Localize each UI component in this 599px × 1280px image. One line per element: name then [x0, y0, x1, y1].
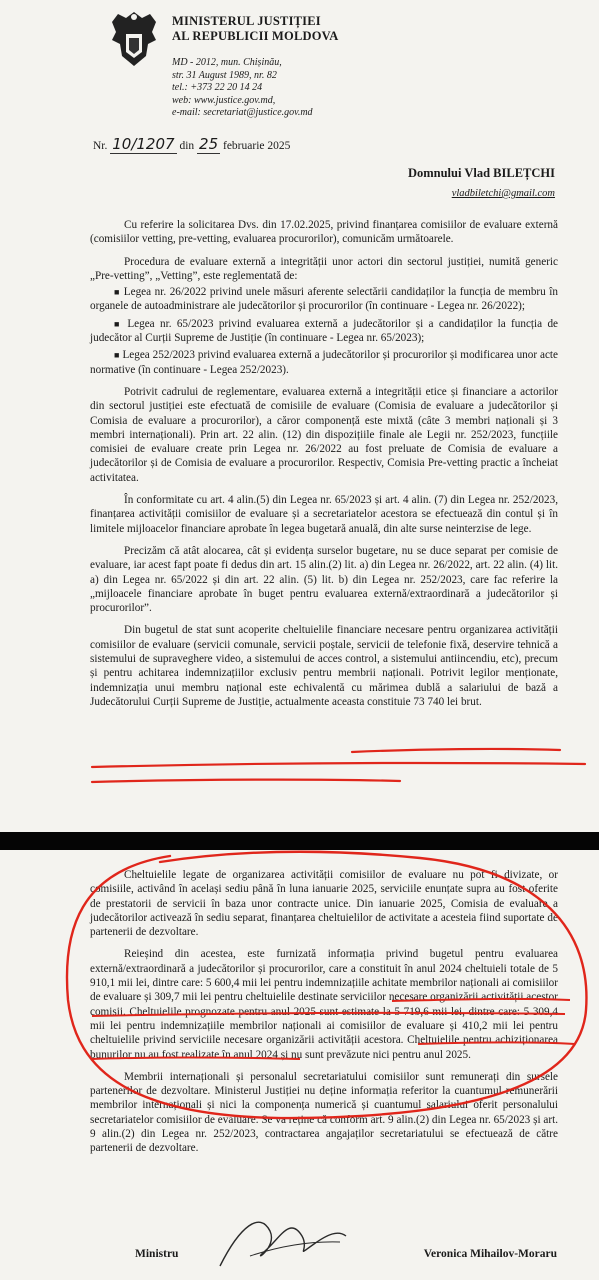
letter-page-2: [0, 850, 599, 1280]
reference-nr-value: 10/1207: [112, 135, 175, 153]
reference-number: Nr. 10/1207 din 25 februarie 2025: [93, 135, 291, 153]
paragraph: Membrii internaționali și personalul secretariatului comisiilor sunt remunerați din sursele partenerilor de dezvoltare. Ministerul Justiției nu deține informația referitor la cuantumul remunerării membrilor internaționali și nici la componența numerică și cuantumul salariului oferit personalului secretariatelor comisiilor de evaluare. Se va reține că conform art. 9 alin.(2) din Legea nr. 65/2023 și art. 9 alin.(2) din Legea nr. 252/2023, contractarea angajaților secretariatului se efectuează de către partenerii de dezvoltare.: [90, 1070, 558, 1155]
law-list: [90, 285, 558, 377]
paragraph: Potrivit cadrului de reglementare, evaluarea externă a integrității etice și financiare a actorilor din sectorul justiției este efectuată de comisiile de evaluare (Comisia de evaluare a judecătorilor și Comisia de evaluare a procurorilor), a căror componență este mixtă (câte 3 membri naționali și 3 membri internaționali). Prin art. 22 alin. (12) din dispozițiile finale ale Legii nr. 252/2023, funcțiile comisiei de evaluare create prin Legea nr. 26/2022 au fost preluate de Comisia de evaluare a judecătorilor și de Comisia de evaluare a procurorilor. Respectiv, Comisia Pre-vetting practic a încheiat activitatea.: [90, 385, 558, 484]
list-item: ■ Legea nr. 65/2023 privind evaluarea externă a judecătorilor și a candidaților la funcția de judecător al Curții Supreme de Justiție (în continuare - Legea nr. 65/2023);: [90, 317, 559, 345]
paragraph: Cu referire la solicitarea Dvs. din 17.02.2025, privind finanțarea comisiilor de evaluare externă (comisiilor vetting, pre-vetting, evaluarea procurorilor), comunicăm următoarele.: [90, 219, 558, 246]
letter-body-page-1: [90, 218, 558, 717]
ministry-name: MINISTERUL JUSTIȚIEI AL REPUBLICII MOLDOVA: [172, 14, 339, 43]
bullet-icon: ■: [114, 318, 122, 329]
ministry-address: MD - 2012, mun. Chișinău, str. 31 August 1989, nr. 82 tel.: +373 22 20 14 24 web: www.justice.gov.md, e-mail: secretariat@justice.gov.md: [172, 57, 313, 119]
paragraph: Procedura de evaluare externă a integrității unor actori din sectorul justiției, numită generic „Pre-vetting”, „Vetting”, este reglementată de:: [90, 255, 558, 282]
reference-day: 25: [199, 135, 219, 153]
list-item: ■ Legea nr. 26/2022 privind unele măsuri aferente selectării candidaților la funcția de membru în organele de autoadministrare ale judecătorilor și procurorilor (în continuare - Legea nr. 26/2022);: [90, 286, 559, 313]
handwritten-signature: [210, 1206, 350, 1276]
paragraph: Din bugetul de stat sunt acoperite cheltuielile financiare necesare pentru organizarea activității comisiilor de evaluare (servicii comunale, servicii poștale, servicii de telefonie fixă, deservire tehnică a sistemului de supraveghere video, a sistemului de acces control, a sistemului antiincendiu, etc), precum și pentru achitarea indemnizațiilor exclusiv pentru membrii naționali. Potrivit legilor menționate, indemnizația unui membru național este echivalentă cu mărimea dublă a salariului de bază a Judecătorului Curții Supreme de Justiție, actualmente aceasta constituie 73 740 lei brut.: [90, 624, 558, 708]
coat-of-arms-icon: [104, 8, 164, 70]
page-separator: [0, 832, 599, 850]
list-item: ■ Legea 252/2023 privind evaluarea externă a judecătorilor și procurorilor și modificarea unor acte normative (în continuare - Legea 252/2023).: [90, 349, 559, 376]
addressee-email: vladbiletchi@gmail.com: [451, 188, 555, 199]
paragraph: Reieșind din acestea, este furnizată informația privind bugetul pentru evaluarea externă/extraordinară a judecătorilor și procurorilor, care a constituit în anul 2024 cheltuieli totale de 5 910,1 mii lei, dintre care: 5 600,4 mii lei pentru indemnizațiile achitate membrilor naționali ai comisiilor de evaluare și 309,7 mii lei pentru cheltuielile destinate serviciilor necesare organizării activității acestor comisii. Cheltuielile prognozate pentru anul 2025 sunt estimate la 5 719,6 mii lei, dintre care: 5 309,4 mii lei pentru indemnizațiile membrilor naționali ai comisiilor de evaluare și 410,2 mii lei pentru cheltuielile privind serviciile necesare organizării activității acestora. Cheltuielile pentru achiziționarea bunurilor nu au fost realizate în anul 2024 și nu sunt prevăzute nici pentru anul 2025.: [90, 948, 558, 1061]
paragraph: În conformitate cu art. 4 alin.(5) din Legea nr. 65/2023 și art. 4 alin. (7) din Legea nr. 252/2023, finanțarea activității comisiilor de evaluare și a secretariatelor acestora se efectuează din contul și în limitele mijloacelor financiare aprobate în legea bugetară anuală, din alte surse neinterzise de lege.: [90, 494, 558, 535]
paragraph: Cheltuielile legate de organizarea activității comisiilor de evaluare nu pot fi divizate, or comisiile, activând în același sediu până în luna ianuarie 2025, serviciile enunțate supra au fost oferite de prestatorii de servicii în baza unor contracte unice. Din ianuarie 2025, Comisia de evaluare a judecătorilor activează în sediu separat, finanțarea cheltuielilor de activitate a acesteia fiind suportate de partenerii de dezvoltare.: [90, 869, 558, 939]
letter-body-page-2: [90, 868, 558, 1164]
addressee-name: Domnului Vlad BILEȚCHI: [407, 166, 555, 180]
bullet-icon: ■: [114, 350, 120, 361]
paragraph: Precizăm că atât alocarea, cât și evidența surselor bugetare, nu se duce separat per comisie de evaluare, iar acest fapt poate fi dedus din art. 15 alin.(2) lit. a) din Legea nr. 26/2022, art. 22 alin. (4) lit. a) din Legea nr. 65/2022 și din art. 22 alin. (5) lit. b) din Legea nr. 252/2023, care fac referire la „mijloacele financiare aprobate în buget pentru evaluarea externă/extraordinară a judecătorilor și procurorilor”.: [90, 544, 558, 615]
bullet-icon: ■: [114, 287, 121, 298]
signatory-name: Veronica Mihailov-Moraru: [423, 1248, 557, 1260]
signatory-title: Ministru: [135, 1248, 179, 1260]
